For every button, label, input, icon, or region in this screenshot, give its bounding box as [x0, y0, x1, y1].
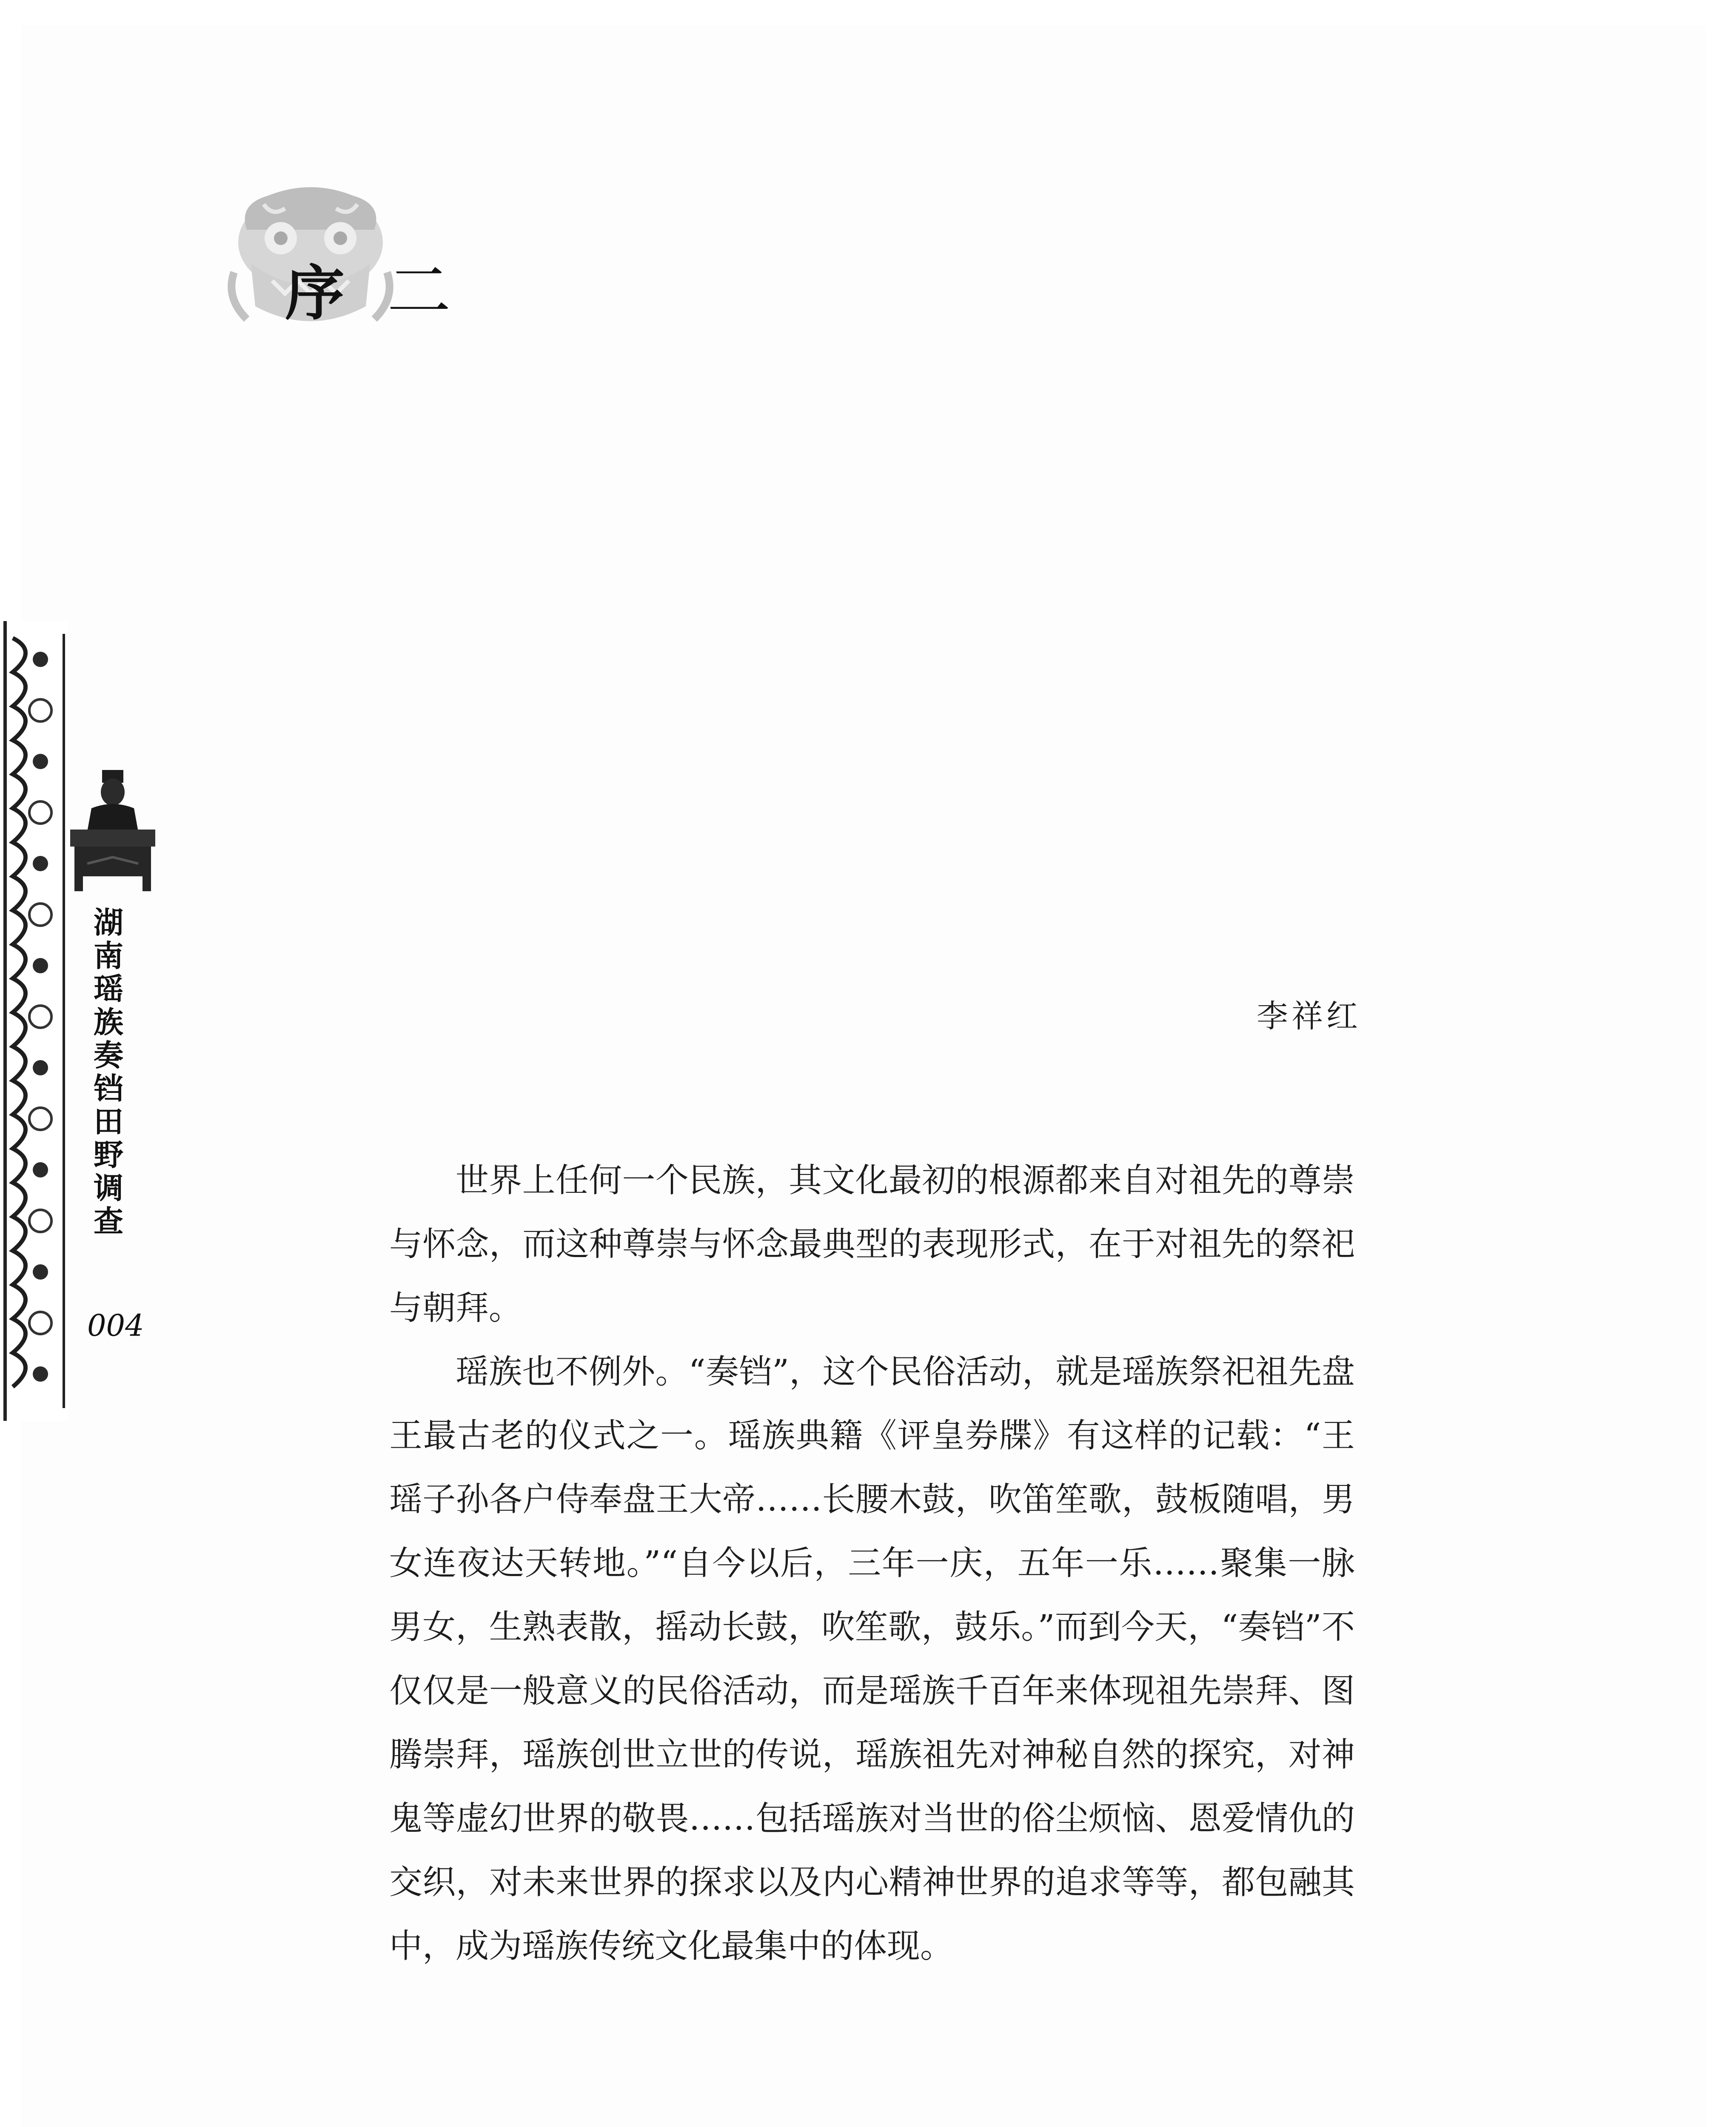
book-title-vertical	[87, 906, 130, 1238]
seated-deity-figure-icon	[62, 766, 164, 893]
chapter-title: 序	[285, 259, 345, 328]
book-title-char: 铛	[94, 1071, 123, 1106]
book-title-char: 族	[94, 1004, 123, 1040]
book-title-char: 奏	[94, 1038, 123, 1073]
book-title-char: 野	[94, 1137, 123, 1172]
book-title-char: 湖	[94, 905, 123, 940]
paragraph: 瑶族也不例外。“奏铛”，这个民俗活动，就是瑶族祭祀祖先盘王最古老的仪式之一。瑶族典籍《评皇券牒》有这样的记载：“王瑶子孙各户侍奉盘王大帝……长腰木鼓，吹笛笙歌，鼓板随唱，男女连夜达天转地。”“自今以后，三年一庆，五年一乐……聚集一脉男女，生熟表散，摇动长鼓，吹笙歌，鼓乐。”而到今天，“奏铛”不仅仅是一般意义的民俗活动，而是瑶族千百年来体现祖先崇拜、图腾崇拜，瑶族创世立世的传说，瑶族祖先对神秘自然的探究，对神鬼等虚幻世界的敬畏……包括瑶族对当世的俗尘烦恼、恩爱情仇的交织，对未来世界的探求以及内心精神世界的追求等等，都包融其中，成为瑶族传统文化最集中的体现。	[389, 1353, 1355, 1965]
book-title-char: 调	[94, 1170, 123, 1206]
ornamental-border-icon	[0, 621, 68, 1421]
author-name: 李祥红	[1257, 998, 1361, 1035]
chapter-number: 二	[387, 254, 451, 328]
paragraph: 世界上任何一个民族，其文化最初的根源都来自对祖先的尊崇与怀念，而这种尊崇与怀念最典型的表现形式，在于对祖先的祭祀与朝拜。	[389, 1161, 1355, 1327]
chapter-heading	[221, 179, 451, 349]
book-title-char: 瑶	[94, 971, 123, 1006]
page-number: 004	[87, 1308, 144, 1343]
book-title-char: 查	[94, 1203, 123, 1239]
book-title-char: 南	[94, 938, 123, 973]
body-text	[389, 1149, 1355, 1978]
book-title-char: 田	[94, 1104, 123, 1139]
